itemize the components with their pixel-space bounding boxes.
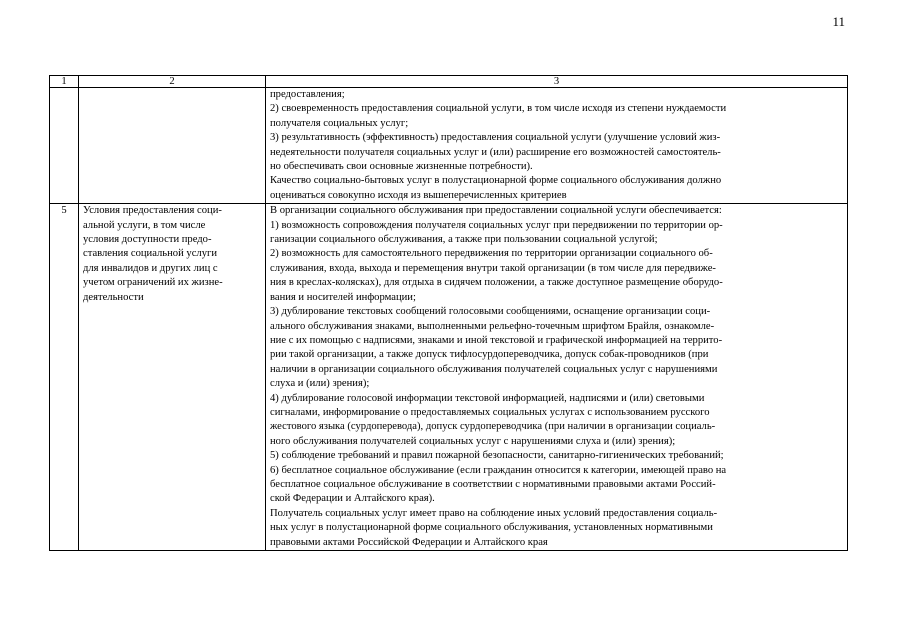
text-line: слуха и (или) зрения); xyxy=(270,378,370,390)
text-line: бесплатное социальное обслуживание в соответствии с нормативными правовыми актами Россий- xyxy=(270,478,716,490)
header-col-2: 2 xyxy=(79,76,266,88)
text-line: оцениваться совокупно исходя из вышеперечисленных критериев xyxy=(270,189,567,201)
text-line: 4) дублирование голосовой информации текстовой информацией, надписями и (или) световыми xyxy=(270,392,705,404)
text-line: 3) результативность (эффективность) предоставления социальной услуги (улучшение условий жиз- xyxy=(270,132,721,144)
text-line: вания и носителей информации; xyxy=(270,291,416,303)
title-line: ставления социальной услуги xyxy=(83,248,218,260)
text-line: Качество социально-бытовых услуг в полустационарной форме социального обслуживания должно xyxy=(270,175,722,187)
text-line: 5) соблюдение требований и правил пожарной безопасности, санитарно-гигиенических требований; xyxy=(270,450,724,462)
title-line: альной услуги, в том числе xyxy=(83,219,206,231)
header-col-3: 3 xyxy=(266,76,848,88)
text-line: правовыми актами Российской Федерации и Алтайского края xyxy=(270,536,548,548)
text-line: предоставления; xyxy=(270,89,345,100)
services-table xyxy=(49,75,848,551)
text-line: недеятельности получателя социальных услуг и (или) расширение его возможностей самостоятель- xyxy=(270,146,721,158)
row-cont-text xyxy=(266,88,848,204)
title-line: для инвалидов и других лиц с xyxy=(83,262,218,274)
table-header-row xyxy=(50,76,848,88)
text-line: ганизации социального обслуживания, а также при пользовании социальной услугой; xyxy=(270,234,658,246)
text-line: ального обслуживания знаками, выполненными рельефно-точечным шрифтом Брайля, ознакомле- xyxy=(270,320,715,332)
title-line: Условия предоставления соци- xyxy=(83,205,222,217)
text-line: 6) бесплатное социальное обслуживание (если гражданин относится к категории, имеющей право на xyxy=(270,464,727,476)
text-line: Получатель социальных услуг имеет право на соблюдение иных условий предоставления социаль- xyxy=(270,507,718,519)
text-line: ния в креслах-колясках), для отдыха в сидячем положении, а также доступное размещение оборудо- xyxy=(270,277,723,289)
title-line: учетом ограничений их жизне- xyxy=(83,277,223,289)
text-line: ного обслуживания получателей социальных услуг с нарушениями слуха и (или) зрения); xyxy=(270,435,676,447)
text-line: сигналами, информирование о предоставляемых социальных услугах с использованием русского xyxy=(270,406,710,418)
page-number: 11 xyxy=(832,14,845,29)
text-line: служивания, входа, выхода и перемещения внутри такой организации (в том числе для передвиже- xyxy=(270,262,716,274)
row-cont-title xyxy=(79,88,266,204)
table-row-continued xyxy=(50,88,848,204)
text-line: 2) своевременность предоставления социальной услуги, в том числе исходя из степени нуждаемости xyxy=(270,103,727,115)
text-line: наличии в организации социального обслуживания получателей социальных услуг с нарушениями xyxy=(270,363,718,375)
text-line: ние с их помощью с надписями, знаками и иной текстовой и графической информацией на террито- xyxy=(270,334,723,346)
text-line: получателя социальных услуг; xyxy=(270,117,409,129)
text-line: рии такой организации, а также допуск тифлосурдопереводчика, допуск собак-проводников (при xyxy=(270,349,709,361)
text-line: жестового языка (сурдоперевода), допуск сурдопереводчика (при наличии в организации социаль- xyxy=(270,421,716,433)
text-line: 3) дублирование текстовых сообщений голосовыми сообщениями, оснащение организации соци- xyxy=(270,306,711,318)
table-row-5 xyxy=(50,204,848,551)
row-5-text xyxy=(266,204,848,551)
text-line: но обеспечивать свои основные жизненные потребности). xyxy=(270,161,533,173)
row-5-number: 5 xyxy=(50,204,79,551)
text-line: 2) возможность для самостоятельного передвижения по территории организации социального об- xyxy=(270,248,713,260)
row-cont-number xyxy=(50,88,79,204)
text-line: В организации социального обслуживания при предоставлении социальной услуги обеспечивается: xyxy=(270,205,722,217)
row-5-title xyxy=(79,204,266,551)
text-line: ской Федерации и Алтайского края). xyxy=(270,493,435,505)
header-col-1: 1 xyxy=(50,76,79,88)
text-line: 1) возможность сопровождения получателя социальных услуг при передвижении по территории ор- xyxy=(270,219,723,231)
text-line: ных услуг в полустационарной форме социального обслуживания, установленных нормативными xyxy=(270,522,713,534)
title-line: деятельности xyxy=(83,291,144,303)
title-line: условия доступности предо- xyxy=(83,234,212,246)
